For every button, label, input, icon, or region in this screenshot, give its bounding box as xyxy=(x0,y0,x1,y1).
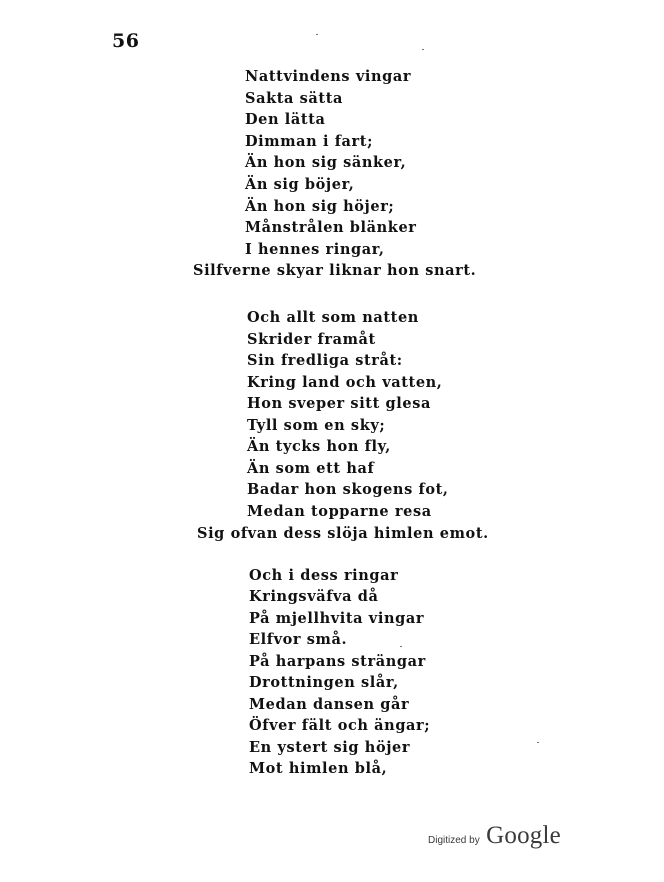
poem-line: Än hon sig sänker, xyxy=(245,154,407,171)
poem-line: Den lätta xyxy=(245,111,326,128)
poem-line: I hennes ringar, xyxy=(245,241,385,258)
poem-line: Dimman i fart; xyxy=(245,133,374,150)
poem-line: En ystert sig höjer xyxy=(249,739,411,756)
poem-line: På mjellhvita vingar xyxy=(249,610,425,627)
poem-line: Badar hon skogens fot, xyxy=(247,481,449,498)
digitized-by-google-watermark xyxy=(428,822,561,850)
poem-line: Kringsväfva då xyxy=(249,588,379,605)
poem-line: Sig ofvan dess slöja himlen emot. xyxy=(197,525,489,542)
google-logo: Google xyxy=(486,822,561,849)
poem-line: Elfvor små. xyxy=(249,631,348,648)
poem-line: Medan topparne resa xyxy=(247,503,432,520)
page-number: 56 xyxy=(112,30,140,52)
poem-line: Än hon sig höjer; xyxy=(245,198,395,215)
poem-line: Öfver fält och ängar; xyxy=(249,717,431,734)
scan-speck xyxy=(422,49,424,50)
poem-line: Än tycks hon fly, xyxy=(247,438,391,455)
poem-line: Drottningen slår, xyxy=(249,674,399,691)
poem-line: Nattvindens vingar xyxy=(245,68,412,85)
digitized-by-label: Digitized by xyxy=(428,835,480,846)
poem-line: Tyll som en sky; xyxy=(247,417,386,434)
poem-line: På harpans strängar xyxy=(249,653,426,670)
poem-line: Än som ett haf xyxy=(247,460,375,477)
poem-line: Och allt som natten xyxy=(247,309,419,326)
poem-line: Sin fredliga stråt: xyxy=(247,352,403,369)
poem-line: Medan dansen går xyxy=(249,696,410,713)
scan-speck xyxy=(537,742,539,743)
poem-line: Och i dess ringar xyxy=(249,567,399,584)
poem-line: Kring land och vatten, xyxy=(247,374,443,391)
poem-line: Skrider framåt xyxy=(247,331,376,348)
poem-line: Än sig böjer, xyxy=(245,176,355,193)
poem-line: Månstrålen blänker xyxy=(245,219,417,236)
scan-speck xyxy=(316,34,318,35)
poem-line: Hon sveper sitt glesa xyxy=(247,395,431,412)
poem-line: Mot himlen blå, xyxy=(249,760,388,777)
poem-line: Silfverne skyar liknar hon snart. xyxy=(193,262,477,279)
scan-speck xyxy=(400,646,402,647)
poem-line: Sakta sätta xyxy=(245,90,344,107)
